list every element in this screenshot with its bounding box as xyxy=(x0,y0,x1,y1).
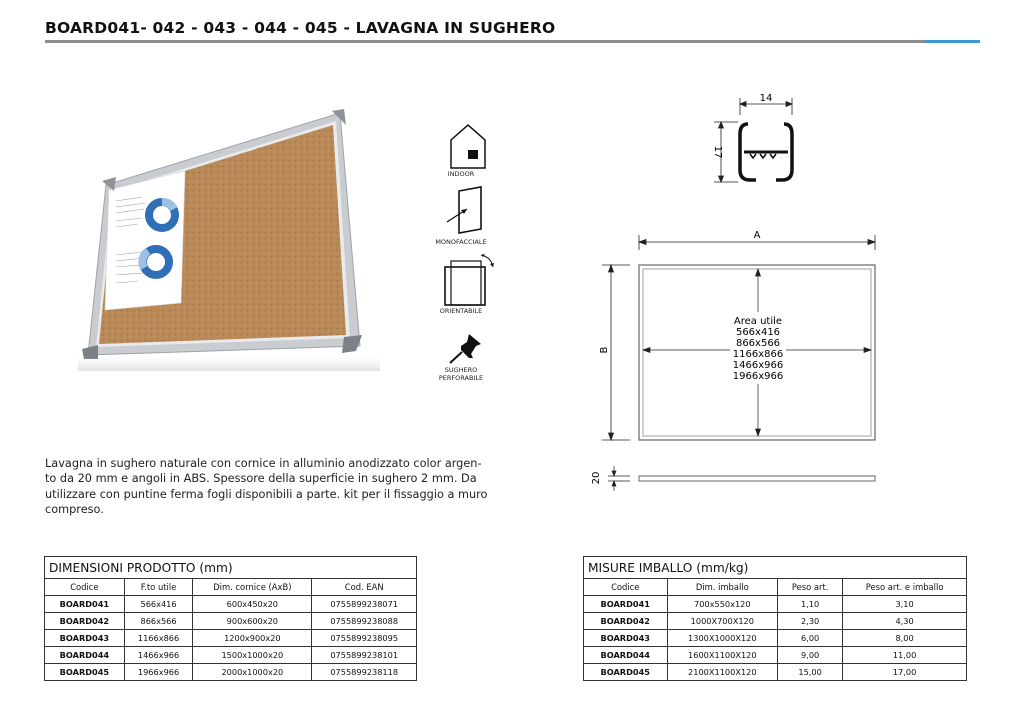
table-row xyxy=(584,596,967,613)
frame-profile-section xyxy=(740,124,792,180)
product-dimensions-table xyxy=(44,556,417,681)
title-rule xyxy=(45,40,925,43)
product-code: BOARD043 xyxy=(584,630,668,647)
product-code: BOARD044 xyxy=(45,647,125,664)
pinned-sheet xyxy=(105,171,185,310)
product-code: BOARD045 xyxy=(584,664,668,681)
orientable-icon xyxy=(439,251,497,307)
gross-weight: 17,00 xyxy=(843,664,967,681)
column-header: Peso art. e imballo xyxy=(843,579,967,596)
area-size-3: 1166x866 xyxy=(732,349,784,360)
area-size-5: 1966x966 xyxy=(732,371,784,382)
frame-size: 1200x900x20 xyxy=(193,630,312,647)
ean-code: 0755899238088 xyxy=(312,613,417,630)
title-rule-accent xyxy=(925,40,980,43)
dimension-a-label: A xyxy=(753,230,761,241)
area-size-4: 1466x966 xyxy=(732,360,784,371)
corner-bottom-left xyxy=(82,345,98,359)
pushpin-label: SUGHERO PERFORABILE xyxy=(438,366,484,382)
column-header: Peso art. xyxy=(778,579,843,596)
gross-weight: 3,10 xyxy=(843,596,967,613)
frame-size: 2000x1000x20 xyxy=(193,664,312,681)
ean-code: 0755899238071 xyxy=(312,596,417,613)
table-row xyxy=(45,647,417,664)
usable-size: 866x566 xyxy=(124,613,193,630)
item-weight: 6,00 xyxy=(778,630,843,647)
product-code: BOARD044 xyxy=(584,647,668,664)
orientable-label: ORIENTABILE xyxy=(439,307,483,315)
technical-drawing xyxy=(580,80,900,500)
product-code: BOARD042 xyxy=(45,613,125,630)
single-sided-label: MONOFACCIALE xyxy=(435,238,487,246)
item-weight: 15,00 xyxy=(778,664,843,681)
item-weight: 9,00 xyxy=(778,647,843,664)
usable-size: 1166x866 xyxy=(124,630,193,647)
frame-side-view xyxy=(639,476,875,481)
ean-code: 0755899238095 xyxy=(312,630,417,647)
packaging-table-caption: MISURE IMBALLO (mm/kg) xyxy=(584,557,967,579)
package-size: 2100X1100X120 xyxy=(667,664,778,681)
table-row xyxy=(45,596,417,613)
product-code: BOARD045 xyxy=(45,664,125,681)
column-header: Cod. EAN xyxy=(312,579,417,596)
table-row xyxy=(45,613,417,630)
profile-height-value: 17 xyxy=(712,145,723,159)
item-weight: 2,30 xyxy=(778,613,843,630)
single-sided-icon xyxy=(443,185,489,235)
table-row xyxy=(45,630,417,647)
thickness-value: 20 xyxy=(591,471,602,485)
ean-code: 0755899238118 xyxy=(312,664,417,681)
product-code: BOARD041 xyxy=(45,596,125,613)
column-header: Dim. imballo xyxy=(667,579,778,596)
table-row xyxy=(584,664,967,681)
product-description: Lavagna in sughero naturale con cornice in alluminio anodizzato color argen- to da 20 mm e angoli in ABS. Spessore della superficie in sughero 2 mm. Da utilizzare con puntine ferma fogli disponibili a parte. kit per il fissaggio a muro compreso. xyxy=(45,457,488,516)
usable-size: 566x416 xyxy=(124,596,193,613)
package-size: 700x550x120 xyxy=(667,596,778,613)
package-size: 1000X700X120 xyxy=(667,613,778,630)
indoor-icon xyxy=(449,122,487,170)
area-size-2: 866x566 xyxy=(735,338,781,349)
product-code: BOARD043 xyxy=(45,630,125,647)
product-code: BOARD041 xyxy=(584,596,668,613)
frame-size: 1500x1000x20 xyxy=(193,647,312,664)
gross-weight: 4,30 xyxy=(843,613,967,630)
frame-size: 600x450x20 xyxy=(193,596,312,613)
table-row xyxy=(45,664,417,681)
usable-size: 1966x966 xyxy=(124,664,193,681)
item-weight: 1,10 xyxy=(778,596,843,613)
column-header: Codice xyxy=(584,579,668,596)
gross-weight: 11,00 xyxy=(843,647,967,664)
table-row xyxy=(584,630,967,647)
usable-size: 1466x966 xyxy=(124,647,193,664)
package-size: 1300X1000X120 xyxy=(667,630,778,647)
pushpin-icon xyxy=(447,330,489,364)
area-utile-title: Area utile xyxy=(733,316,783,327)
profile-width-value: 14 xyxy=(759,93,773,104)
page-title: BOARD041- 042 - 043 - 044 - 045 - LAVAGNA IN SUGHERO xyxy=(45,19,556,37)
gross-weight: 8,00 xyxy=(843,630,967,647)
dimension-b-label: B xyxy=(599,346,610,354)
column-header: Codice xyxy=(45,579,125,596)
ean-code: 0755899238101 xyxy=(312,647,417,664)
table-row xyxy=(584,613,967,630)
packaging-table xyxy=(583,556,967,681)
table-row xyxy=(584,647,967,664)
package-size: 1600X1100X120 xyxy=(667,647,778,664)
frame-size: 900x600x20 xyxy=(193,613,312,630)
product-table-caption: DIMENSIONI PRODOTTO (mm) xyxy=(45,557,417,579)
area-size-1: 566x416 xyxy=(735,327,781,338)
product-code: BOARD042 xyxy=(584,613,668,630)
cork-board-photo xyxy=(78,105,380,373)
indoor-label: INDOOR xyxy=(447,170,475,178)
column-header: Dim. cornice (AxB) xyxy=(193,579,312,596)
column-header: F.to utile xyxy=(124,579,193,596)
